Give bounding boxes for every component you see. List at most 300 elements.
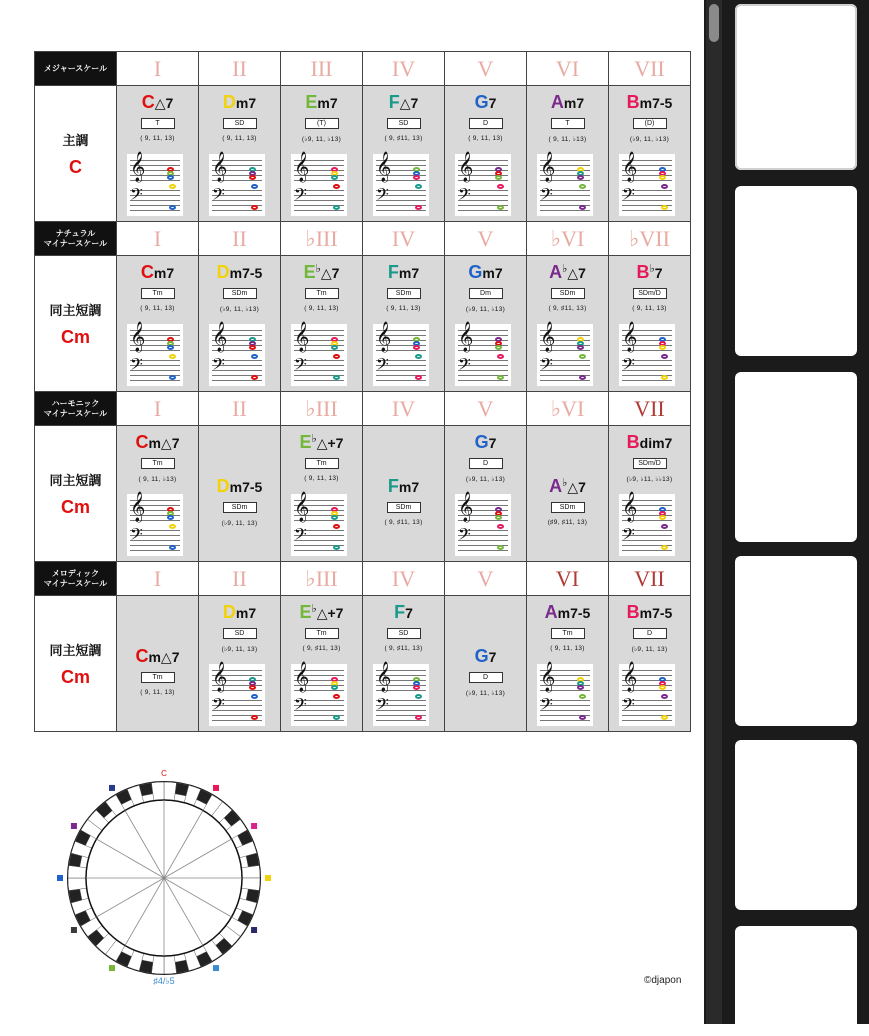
note-head [413, 175, 420, 180]
note-head [167, 175, 174, 180]
note-head [167, 345, 174, 350]
treble-clef-icon: 𝄞 [212, 322, 228, 352]
harmonic-function-badge: D [633, 628, 667, 639]
harmonic-function-badge: SDm [387, 288, 421, 299]
scrollbar[interactable] [706, 0, 722, 1024]
chord-quality: m7-5 [229, 265, 263, 281]
chord-name [117, 92, 198, 112]
chord-name [609, 92, 690, 112]
key-name: Cm [60, 666, 90, 687]
chord-cell [363, 426, 445, 562]
page-thumbnail[interactable] [735, 4, 857, 170]
degree-numeral: I [117, 392, 199, 426]
tension-notes: ( 9, 11, 13) [304, 475, 339, 482]
note-head [659, 685, 666, 690]
scale-header-label: メロディック マイナースケール [35, 562, 117, 596]
bass-clef-icon: 𝄢 [540, 354, 553, 378]
chord-quality: m7 [398, 479, 420, 495]
piano-key [241, 865, 260, 878]
chord-root: A [549, 476, 563, 496]
harmonic-function-badge: SDm [223, 502, 257, 513]
chord-cell [445, 256, 527, 392]
staff-notation [619, 324, 675, 386]
harmonic-function-badge: D [469, 672, 503, 683]
chord-name [527, 476, 608, 496]
chord-cell [199, 426, 281, 562]
note-head [497, 205, 504, 210]
tension-notes: ( 9, ♯11, 13) [384, 135, 423, 142]
note-head [497, 375, 504, 380]
note-head [333, 205, 340, 210]
tension-notes: (♭9, ♭11, ♭♭13) [626, 476, 673, 483]
chord-cell [527, 426, 609, 562]
chord-name [445, 262, 526, 282]
treble-clef-icon: 𝄞 [376, 322, 392, 352]
degree-numeral: ♭VI [527, 222, 609, 256]
key-marker [71, 927, 77, 933]
chord-quality: △7 [320, 265, 340, 281]
page-thumbnail[interactable] [735, 372, 857, 542]
harmonic-function-badge: Tm [305, 288, 339, 299]
tension-notes: (♭9, 11, 13) [631, 646, 668, 653]
staff-notation [537, 154, 593, 216]
chord-quality: △+7 [316, 435, 344, 451]
note-head [167, 515, 174, 520]
chord-cell [199, 596, 281, 732]
harmonic-function-badge: SDm [551, 288, 585, 299]
staff-notation [127, 324, 183, 386]
piano-key [69, 889, 82, 903]
harmonic-function-badge: SD [387, 628, 421, 639]
staff-notation [291, 324, 347, 386]
key-marker [251, 927, 257, 933]
key-type-label: 同主短調 [49, 642, 102, 658]
scale-header-label: メジャースケール [35, 52, 117, 86]
chord-root: G [474, 92, 489, 112]
staff-notation [619, 154, 675, 216]
degree-numeral: IV [363, 562, 445, 596]
note-head [661, 524, 668, 529]
degree-numeral: II [199, 562, 281, 596]
chord-root: C [141, 92, 155, 112]
key-type-label: 同主短調 [49, 302, 102, 318]
treble-clef-icon: 𝄞 [540, 152, 556, 182]
chord-name [281, 602, 362, 622]
copyright: ©djapon [644, 975, 682, 986]
treble-clef-icon: 𝄞 [294, 322, 310, 352]
tension-notes: ( 9, 11, 13) [222, 135, 257, 142]
treble-clef-icon: 𝄞 [458, 152, 474, 182]
key-type-label: 主調 [62, 132, 89, 148]
tension-notes: (♭9, 11, ♭13) [465, 476, 506, 483]
chord-quality: △7 [567, 265, 586, 281]
treble-clef-icon: 𝄞 [130, 152, 146, 182]
note-head [169, 184, 176, 189]
note-head [495, 515, 502, 520]
note-head [169, 375, 176, 380]
degree-numeral: ♭VI [527, 392, 609, 426]
chord-quality: m7-5 [557, 605, 591, 621]
note-head [495, 175, 502, 180]
page-thumbnails [731, 0, 865, 1024]
chord-name [609, 262, 690, 282]
tension-notes: (♭9, 11, 13) [221, 646, 258, 653]
chord-name [609, 432, 690, 452]
chord-accidental: ♭ [649, 263, 655, 275]
harmonic-function-badge: (T) [305, 118, 339, 129]
tension-notes: ( 9, 11, ♭13) [138, 476, 177, 483]
piano-key [68, 865, 87, 878]
chord-quality: △+7 [316, 605, 344, 621]
chord-cell [527, 596, 609, 732]
chord-cell [363, 596, 445, 732]
chord-root: A [544, 602, 558, 622]
tension-notes: ( 9, 11, 13) [304, 305, 339, 312]
note-head [577, 175, 584, 180]
note-head [415, 715, 422, 720]
chord-name [199, 262, 280, 282]
key-marker [213, 785, 219, 791]
note-head [579, 205, 586, 210]
degree-numeral: VII [609, 392, 691, 426]
note-head [331, 685, 338, 690]
harmonic-function-badge: Tm [305, 458, 339, 469]
chord-cell [117, 86, 199, 222]
chord-cell [609, 596, 691, 732]
note-head [333, 715, 340, 720]
staff-notation [127, 494, 183, 556]
note-head [497, 545, 504, 550]
note-head [333, 545, 340, 550]
degree-numeral: VI [527, 52, 609, 86]
chord-quality: m△7 [148, 435, 180, 451]
bass-clef-icon: 𝄢 [622, 524, 635, 548]
degree-numeral: ♭III [281, 562, 363, 596]
tension-notes: ( 9, 11, 13) [632, 305, 667, 312]
degree-numeral: IV [363, 52, 445, 86]
treble-clef-icon: 𝄞 [622, 152, 638, 182]
note-head [251, 375, 258, 380]
chord-quality: 7 [405, 605, 413, 621]
tension-notes: ( 9, 11, ♭13) [548, 136, 587, 143]
chord-root: C [140, 262, 154, 282]
note-head [415, 375, 422, 380]
chord-name [445, 92, 526, 112]
harmonic-function-badge: SDm [551, 502, 585, 513]
note-head [333, 375, 340, 380]
staff-notation [373, 664, 429, 726]
harmonic-function-badge: (D) [633, 118, 667, 129]
treble-clef-icon: 𝄞 [622, 322, 638, 352]
harmonic-function-badge: Tm [141, 288, 175, 299]
chord-name [363, 602, 444, 622]
chord-name [199, 92, 280, 112]
chord-quality: 7 [488, 435, 497, 451]
chord-cell [609, 256, 691, 392]
bass-clef-icon: 𝄢 [458, 354, 471, 378]
chord-root: G [468, 262, 483, 282]
note-head [251, 184, 258, 189]
chord-name [363, 476, 444, 496]
chord-cell [281, 256, 363, 392]
note-head [497, 184, 504, 189]
degree-numeral: ♭III [281, 222, 363, 256]
bass-clef-icon: 𝄢 [130, 354, 143, 378]
chord-root: F [394, 602, 406, 622]
staff-notation [455, 324, 511, 386]
treble-clef-icon: 𝄞 [540, 662, 556, 692]
staff-notation [619, 494, 675, 556]
note-head [415, 205, 422, 210]
bass-clef-icon: 𝄢 [540, 694, 553, 718]
note-head [413, 345, 420, 350]
chord-cell [117, 426, 199, 562]
note-head [415, 354, 422, 359]
harmonic-function-badge: D [469, 458, 503, 469]
key-label-cell [35, 596, 117, 732]
piano-key [241, 878, 260, 891]
tension-notes: (♭9, 11, ♭13) [219, 306, 260, 313]
chord-quality: m7 [563, 95, 585, 111]
chord-quality: 7 [654, 265, 663, 281]
bass-clef-icon: 𝄢 [376, 694, 389, 718]
chord-cell [609, 86, 691, 222]
chord-root: E [299, 432, 312, 452]
tension-notes: (♭9, 11, 13) [221, 520, 258, 527]
degree-numeral: V [445, 52, 527, 86]
degree-numeral: V [445, 392, 527, 426]
note-head [331, 175, 338, 180]
chord-accidental: ♭ [315, 263, 321, 275]
chord-name [445, 432, 526, 452]
treble-clef-icon: 𝄞 [294, 492, 310, 522]
chord-quality: m7-5 [639, 95, 673, 111]
key-marker [109, 965, 115, 971]
chord-name [363, 92, 444, 112]
tension-notes: (♭9, 11, ♭13) [629, 136, 670, 143]
chord-name [445, 646, 526, 666]
tension-notes: (♭9, 11, ♭13) [465, 690, 506, 697]
harmonic-function-badge: SDm/D [633, 288, 667, 299]
degree-numeral: IV [363, 222, 445, 256]
degree-numeral: II [199, 392, 281, 426]
harmonic-function-badge: Tm [141, 672, 175, 683]
piano-key [164, 955, 177, 974]
chord-cell [281, 86, 363, 222]
chord-quality: △7 [154, 95, 174, 111]
staff-notation [373, 154, 429, 216]
degree-numeral: ♭III [281, 392, 363, 426]
chord-name [199, 476, 280, 496]
chord-root: B [626, 432, 640, 452]
chord-root: F [388, 92, 400, 112]
harmonic-function-badge: SD [223, 628, 257, 639]
chord-quality: m7-5 [229, 479, 263, 495]
bass-clef-icon: 𝄢 [622, 354, 635, 378]
degree-numeral: VII [609, 52, 691, 86]
chord-root: B [626, 602, 640, 622]
key-name: C [69, 156, 82, 177]
chord-table [34, 51, 691, 732]
bass-clef-icon: 𝄢 [294, 524, 307, 548]
chord-root: A [549, 262, 563, 282]
staff-notation [619, 664, 675, 726]
chord-cell [199, 86, 281, 222]
chord-accidental: ♭ [311, 433, 317, 445]
note-head [577, 345, 584, 350]
bass-clef-icon: 𝄢 [294, 694, 307, 718]
note-head [413, 685, 420, 690]
note-head [415, 694, 422, 699]
chord-name [281, 92, 362, 112]
degree-numeral: I [117, 562, 199, 596]
chord-cell [609, 426, 691, 562]
staff-notation [291, 664, 347, 726]
chord-root: B [626, 92, 640, 112]
tension-notes: ( 9, 11, 13) [140, 689, 175, 696]
wheel-bottom-label: ♯4/♭5 [153, 976, 175, 986]
chord-cell [281, 426, 363, 562]
scrollbar-thumb[interactable] [709, 4, 719, 42]
chord-name [609, 602, 690, 622]
treble-clef-icon: 𝄞 [622, 662, 638, 692]
chord-root: D [222, 602, 236, 622]
degree-numeral: V [445, 222, 527, 256]
degree-numeral: VII [609, 562, 691, 596]
note-head [659, 175, 666, 180]
piano-key [68, 878, 87, 891]
chord-quality: m7 [235, 95, 257, 111]
bass-clef-icon: 𝄢 [376, 184, 389, 208]
chord-root: B [636, 262, 650, 282]
degree-numeral: I [117, 222, 199, 256]
treble-clef-icon: 𝄞 [622, 492, 638, 522]
note-head [579, 375, 586, 380]
chord-cell [363, 256, 445, 392]
chord-name [117, 262, 198, 282]
chord-accidental: ♭ [562, 477, 568, 489]
note-head [497, 524, 504, 529]
degree-numeral: V [445, 562, 527, 596]
page-thumbnail[interactable] [735, 186, 857, 356]
note-head [251, 694, 258, 699]
treble-clef-icon: 𝄞 [376, 662, 392, 692]
bass-clef-icon: 𝄢 [458, 184, 471, 208]
key-marker [71, 823, 77, 829]
page-thumbnail[interactable] [735, 926, 857, 1036]
harmonic-function-badge: D [469, 118, 503, 129]
scale-header-label: ナチュラル マイナースケール [35, 222, 117, 256]
chord-name [281, 262, 362, 282]
note-head [577, 685, 584, 690]
tension-notes: ( 9, ♯11, 13) [384, 645, 423, 652]
treble-clef-icon: 𝄞 [294, 152, 310, 182]
chord-root: F [387, 262, 399, 282]
scale-header-label: ハーモニック マイナースケール [35, 392, 117, 426]
treble-clef-icon: 𝄞 [130, 322, 146, 352]
harmonic-function-badge: SD [223, 118, 257, 129]
bass-clef-icon: 𝄢 [376, 354, 389, 378]
staff-notation [291, 154, 347, 216]
tension-notes: ( 9, 11, 13) [140, 305, 175, 312]
note-head [169, 545, 176, 550]
bass-clef-icon: 𝄢 [130, 524, 143, 548]
note-head [251, 205, 258, 210]
chord-quality: △7 [567, 479, 586, 495]
note-head [661, 375, 668, 380]
page-thumbnail[interactable] [735, 556, 857, 726]
chord-root: C [135, 646, 149, 666]
chord-cell [199, 256, 281, 392]
bass-clef-icon: 𝄢 [294, 184, 307, 208]
staff-notation [537, 324, 593, 386]
chord-root: F [387, 476, 399, 496]
treble-clef-icon: 𝄞 [294, 662, 310, 692]
chord-cell [445, 86, 527, 222]
chord-name [527, 602, 608, 622]
note-head [579, 715, 586, 720]
key-marker [57, 875, 63, 881]
bass-clef-icon: 𝄢 [294, 354, 307, 378]
note-head [169, 205, 176, 210]
note-head [249, 175, 256, 180]
harmonic-function-badge: T [551, 118, 585, 129]
note-head [659, 515, 666, 520]
chord-quality: m7 [153, 265, 175, 281]
staff-notation [373, 324, 429, 386]
page-thumbnail[interactable] [735, 740, 857, 910]
note-head [661, 184, 668, 189]
chord-accidental: ♭ [311, 603, 317, 615]
tension-notes: ( 9, 11, 13) [468, 135, 503, 142]
treble-clef-icon: 𝄞 [212, 152, 228, 182]
chord-quality: m7 [398, 265, 420, 281]
note-head [251, 354, 258, 359]
chord-root: D [222, 92, 236, 112]
harmonic-function-badge: SDm/D [633, 458, 667, 469]
tension-notes: (♯9, ♯11, 13) [547, 519, 588, 526]
chord-root: G [474, 432, 489, 452]
chord-name [199, 602, 280, 622]
bass-clef-icon: 𝄢 [212, 694, 225, 718]
harmonic-function-badge: T [141, 118, 175, 129]
chord-name [281, 432, 362, 452]
treble-clef-icon: 𝄞 [458, 322, 474, 352]
chord-cell [445, 426, 527, 562]
harmonic-function-badge: Dm [469, 288, 503, 299]
note-head [333, 354, 340, 359]
staff-notation [127, 154, 183, 216]
piano-key [175, 960, 189, 973]
note-head [661, 694, 668, 699]
note-head [415, 184, 422, 189]
bass-clef-icon: 𝄢 [212, 354, 225, 378]
tension-notes: ( 9, 11, 13) [140, 135, 175, 142]
staff-notation [291, 494, 347, 556]
key-name: Cm [60, 326, 90, 347]
treble-clef-icon: 𝄞 [130, 492, 146, 522]
chord-quality: m7 [235, 605, 257, 621]
treble-clef-icon: 𝄞 [458, 492, 474, 522]
chord-quality: 7 [488, 95, 497, 111]
tension-notes: ( 9, 11, 13) [386, 305, 421, 312]
chord-cell [527, 86, 609, 222]
note-head [659, 345, 666, 350]
chord-root: E [299, 602, 312, 622]
degree-numeral: VI [527, 562, 609, 596]
key-marker [251, 823, 257, 829]
chord-quality: m△7 [148, 649, 180, 665]
